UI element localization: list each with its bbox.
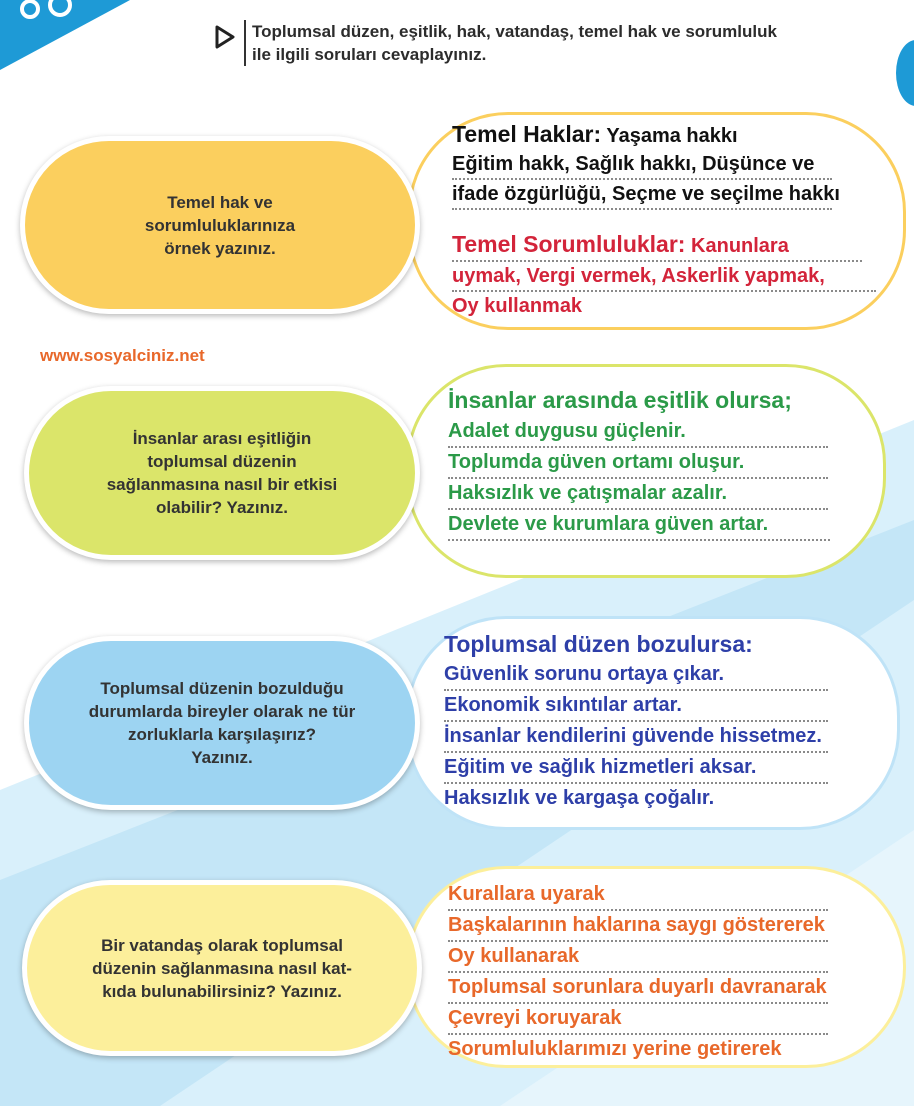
- answer-item: Eğitim ve sağlık hizmetleri aksar.: [444, 753, 828, 784]
- question-box-rights: [20, 136, 420, 314]
- duties-line: Kanunlara: [691, 235, 789, 257]
- answer-item: Haksızlık ve kargaşa çoğalır.: [444, 787, 715, 809]
- website-label: www.sosyalciniz.net: [40, 346, 205, 365]
- answer-heading: Toplumsal düzen bozulursa:: [444, 631, 753, 657]
- answer-item: Devlete ve kurumlara güven artar.: [448, 510, 830, 541]
- corner-gear-icon: [0, 0, 130, 70]
- answer-item: Ekonomik sıkıntılar artar.: [444, 691, 828, 722]
- answer-line: Eğitim hakk, Sağlık hakkı, Düşünce ve: [452, 150, 832, 180]
- answer-line: uymak, Vergi vermek, Askerlik yapmak,: [452, 262, 876, 292]
- answer-item: Sorumluluklarımızı yerine getirerek: [448, 1038, 782, 1060]
- question-line: kıda bulunabilirsiniz? Yazınız.: [102, 981, 342, 1001]
- rights-line: Yaşama hakkı: [606, 125, 738, 147]
- answer-rights-text: [452, 120, 876, 320]
- question-box-disorder: [24, 636, 420, 810]
- question-line: Yazınız.: [191, 748, 253, 767]
- duties-heading: Temel Sorumluluklar:: [452, 231, 686, 257]
- question-line: İnsanlar arası eşitliğin: [132, 429, 312, 448]
- question-line: olabilir? Yazınız.: [156, 498, 288, 517]
- question-line: durumlarda bireyler olarak ne tür: [88, 702, 356, 721]
- question-line: zorluklarla karşılaşırız?: [127, 725, 317, 744]
- answer-item: Başkalarının haklarına saygı göstererek: [448, 911, 828, 942]
- answer-line: ifade özgürlüğü, Seçme ve seçilme hakkı: [452, 180, 832, 210]
- play-icon: [214, 24, 236, 50]
- instruction-line-1: Toplumsal düzen, eşitlik, hak, vatandaş, temel hak ve sorumluluk: [252, 22, 777, 41]
- question-line: sağlanmasına nasıl bir etkisi: [106, 475, 338, 494]
- answer-item: İnsanlar kendilerini güvende hissetmez.: [444, 722, 828, 753]
- question-line: Temel hak ve: [167, 192, 273, 212]
- instruction: [214, 20, 892, 66]
- answer-item: Oy kullanarak: [448, 942, 828, 973]
- question-line: toplumsal düzenin: [147, 452, 297, 471]
- question-box-citizen: [22, 880, 422, 1056]
- answer-citizen-text: [448, 880, 828, 1064]
- answer-item: Adalet duygusu güçlenir.: [448, 417, 828, 448]
- answer-line: Oy kullanmak: [452, 295, 583, 317]
- answer-line: [452, 120, 832, 150]
- answer-heading: İnsanlar arasında eşitlik olursa;: [448, 387, 792, 413]
- rights-heading: Temel Haklar:: [452, 121, 602, 147]
- answer-item: Çevreyi koruyarak: [448, 1004, 828, 1035]
- question-line: örnek yazınız.: [164, 238, 276, 258]
- answer-line: [452, 230, 862, 262]
- answer-item: Güvenlik sorunu ortaya çıkar.: [444, 660, 828, 691]
- question-line: düzenin sağlanmasına nasıl kat-: [92, 958, 352, 978]
- question-line: Toplumsal düzenin bozulduğu: [100, 679, 344, 698]
- answer-item: Haksızlık ve çatışmalar azalır.: [448, 479, 828, 510]
- question-line: sorumluluklarınıza: [144, 215, 296, 235]
- answer-equality-text: [448, 384, 830, 541]
- answer-item: Toplumda güven ortamı oluşur.: [448, 448, 828, 479]
- question-box-equality: [24, 386, 420, 560]
- answer-item: Toplumsal sorunlara duyarlı davranarak: [448, 973, 828, 1004]
- answer-item: Kurallara uyarak: [448, 880, 828, 911]
- question-line: Bir vatandaş olarak toplumsal: [101, 935, 343, 955]
- instruction-line-2: ile ilgili soruları cevaplayınız.: [252, 45, 487, 64]
- answer-disorder-text: [444, 628, 828, 813]
